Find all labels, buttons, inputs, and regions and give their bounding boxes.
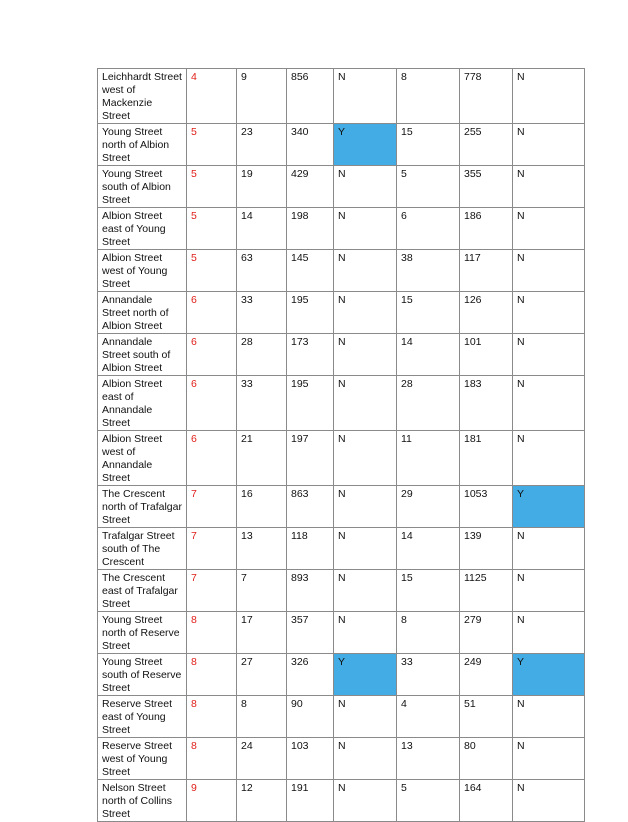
table-row — [98, 570, 585, 612]
flag-cell: N — [513, 124, 585, 166]
volume-cell: 326 — [287, 654, 334, 696]
count-cell: 7 — [237, 570, 287, 612]
count-cell: 33 — [237, 376, 287, 431]
location-cell: Annandale Street north of Albion Street — [98, 292, 187, 334]
count-cell: 29 — [397, 486, 460, 528]
volume-cell: 126 — [460, 292, 513, 334]
volume-cell: 198 — [287, 208, 334, 250]
location-cell: The Crescent east of Trafalgar Street — [98, 570, 187, 612]
location-cell: Young Street south of Reserve Street — [98, 654, 187, 696]
table-row — [98, 528, 585, 570]
location-cell: Albion Street east of Young Street — [98, 208, 187, 250]
location-cell: Nelson Street north of Collins Street — [98, 780, 187, 822]
count-cell: 23 — [237, 124, 287, 166]
flag-cell: Y — [513, 486, 585, 528]
zone-cell: 7 — [187, 570, 237, 612]
table-row — [98, 486, 585, 528]
location-cell: Albion Street east of Annandale Street — [98, 376, 187, 431]
volume-cell: 101 — [460, 334, 513, 376]
count-cell: 15 — [397, 570, 460, 612]
count-cell: 27 — [237, 654, 287, 696]
volume-cell: 183 — [460, 376, 513, 431]
count-cell: 13 — [237, 528, 287, 570]
table-body — [98, 69, 585, 822]
flag-cell: Y — [334, 654, 397, 696]
count-cell: 8 — [237, 696, 287, 738]
table-row — [98, 431, 585, 486]
count-cell: 12 — [237, 780, 287, 822]
count-cell: 33 — [397, 654, 460, 696]
volume-cell: 856 — [287, 69, 334, 124]
zone-cell: 5 — [187, 208, 237, 250]
flag-cell: N — [334, 292, 397, 334]
flag-cell: N — [334, 69, 397, 124]
flag-cell: N — [513, 612, 585, 654]
count-cell: 15 — [397, 124, 460, 166]
table-row — [98, 334, 585, 376]
volume-cell: 195 — [287, 292, 334, 334]
zone-cell: 5 — [187, 250, 237, 292]
volume-cell: 429 — [287, 166, 334, 208]
count-cell: 13 — [397, 738, 460, 780]
traffic-count-table — [97, 68, 585, 822]
count-cell: 63 — [237, 250, 287, 292]
location-cell: Leichhardt Street west of Mackenzie Street — [98, 69, 187, 124]
location-cell: Young Street south of Albion Street — [98, 166, 187, 208]
flag-cell: N — [334, 612, 397, 654]
count-cell: 33 — [237, 292, 287, 334]
table-row — [98, 208, 585, 250]
table-row — [98, 124, 585, 166]
count-cell: 14 — [237, 208, 287, 250]
table-row — [98, 292, 585, 334]
zone-cell: 6 — [187, 431, 237, 486]
flag-cell: Y — [334, 124, 397, 166]
table-row — [98, 738, 585, 780]
zone-cell: 9 — [187, 780, 237, 822]
flag-cell: N — [513, 376, 585, 431]
zone-cell: 8 — [187, 654, 237, 696]
count-cell: 9 — [237, 69, 287, 124]
volume-cell: 51 — [460, 696, 513, 738]
zone-cell: 5 — [187, 166, 237, 208]
volume-cell: 181 — [460, 431, 513, 486]
volume-cell: 355 — [460, 166, 513, 208]
count-cell: 28 — [237, 334, 287, 376]
location-cell: Albion Street west of Annandale Street — [98, 431, 187, 486]
count-cell: 5 — [397, 780, 460, 822]
flag-cell: N — [513, 250, 585, 292]
flag-cell: N — [334, 738, 397, 780]
count-cell: 4 — [397, 696, 460, 738]
flag-cell: N — [513, 208, 585, 250]
flag-cell: N — [334, 334, 397, 376]
count-cell: 5 — [397, 166, 460, 208]
table-row — [98, 612, 585, 654]
zone-cell: 6 — [187, 292, 237, 334]
zone-cell: 8 — [187, 612, 237, 654]
volume-cell: 195 — [287, 376, 334, 431]
volume-cell: 893 — [287, 570, 334, 612]
volume-cell: 1053 — [460, 486, 513, 528]
flag-cell: N — [513, 528, 585, 570]
flag-cell: N — [334, 431, 397, 486]
volume-cell: 191 — [287, 780, 334, 822]
count-cell: 15 — [397, 292, 460, 334]
flag-cell: N — [513, 431, 585, 486]
location-cell: Albion Street west of Young Street — [98, 250, 187, 292]
flag-cell: N — [513, 570, 585, 612]
flag-cell: N — [334, 780, 397, 822]
flag-cell: N — [334, 376, 397, 431]
flag-cell: N — [334, 208, 397, 250]
volume-cell: 186 — [460, 208, 513, 250]
flag-cell: N — [513, 334, 585, 376]
zone-cell: 7 — [187, 528, 237, 570]
count-cell: 17 — [237, 612, 287, 654]
count-cell: 16 — [237, 486, 287, 528]
zone-cell: 8 — [187, 738, 237, 780]
count-cell: 38 — [397, 250, 460, 292]
location-cell: The Crescent north of Trafalgar Street — [98, 486, 187, 528]
count-cell: 21 — [237, 431, 287, 486]
volume-cell: 80 — [460, 738, 513, 780]
table-row — [98, 376, 585, 431]
volume-cell: 117 — [460, 250, 513, 292]
count-cell: 19 — [237, 166, 287, 208]
zone-cell: 7 — [187, 486, 237, 528]
table-row — [98, 250, 585, 292]
flag-cell: Y — [513, 654, 585, 696]
table-row — [98, 696, 585, 738]
location-cell: Reserve Street east of Young Street — [98, 696, 187, 738]
flag-cell: N — [513, 69, 585, 124]
volume-cell: 103 — [287, 738, 334, 780]
volume-cell: 357 — [287, 612, 334, 654]
volume-cell: 255 — [460, 124, 513, 166]
volume-cell: 863 — [287, 486, 334, 528]
table-row — [98, 69, 585, 124]
flag-cell: N — [513, 738, 585, 780]
volume-cell: 1125 — [460, 570, 513, 612]
volume-cell: 279 — [460, 612, 513, 654]
count-cell: 14 — [397, 528, 460, 570]
flag-cell: N — [334, 570, 397, 612]
zone-cell: 6 — [187, 376, 237, 431]
flag-cell: N — [334, 486, 397, 528]
table-row — [98, 654, 585, 696]
volume-cell: 340 — [287, 124, 334, 166]
count-cell: 6 — [397, 208, 460, 250]
location-cell: Annandale Street south of Albion Street — [98, 334, 187, 376]
location-cell: Young Street north of Reserve Street — [98, 612, 187, 654]
zone-cell: 6 — [187, 334, 237, 376]
count-cell: 11 — [397, 431, 460, 486]
volume-cell: 145 — [287, 250, 334, 292]
count-cell: 8 — [397, 69, 460, 124]
volume-cell: 139 — [460, 528, 513, 570]
table-row — [98, 780, 585, 822]
flag-cell: N — [513, 696, 585, 738]
table-row — [98, 166, 585, 208]
flag-cell: N — [513, 166, 585, 208]
volume-cell: 778 — [460, 69, 513, 124]
zone-cell: 8 — [187, 696, 237, 738]
count-cell: 8 — [397, 612, 460, 654]
volume-cell: 118 — [287, 528, 334, 570]
zone-cell: 5 — [187, 124, 237, 166]
flag-cell: N — [513, 780, 585, 822]
count-cell: 28 — [397, 376, 460, 431]
volume-cell: 90 — [287, 696, 334, 738]
flag-cell: N — [334, 696, 397, 738]
count-cell: 14 — [397, 334, 460, 376]
count-cell: 24 — [237, 738, 287, 780]
volume-cell: 173 — [287, 334, 334, 376]
volume-cell: 197 — [287, 431, 334, 486]
flag-cell: N — [334, 250, 397, 292]
flag-cell: N — [334, 166, 397, 208]
location-cell: Reserve Street west of Young Street — [98, 738, 187, 780]
zone-cell: 4 — [187, 69, 237, 124]
flag-cell: N — [334, 528, 397, 570]
volume-cell: 249 — [460, 654, 513, 696]
flag-cell: N — [513, 292, 585, 334]
location-cell: Trafalgar Street south of The Crescent — [98, 528, 187, 570]
location-cell: Young Street north of Albion Street — [98, 124, 187, 166]
volume-cell: 164 — [460, 780, 513, 822]
